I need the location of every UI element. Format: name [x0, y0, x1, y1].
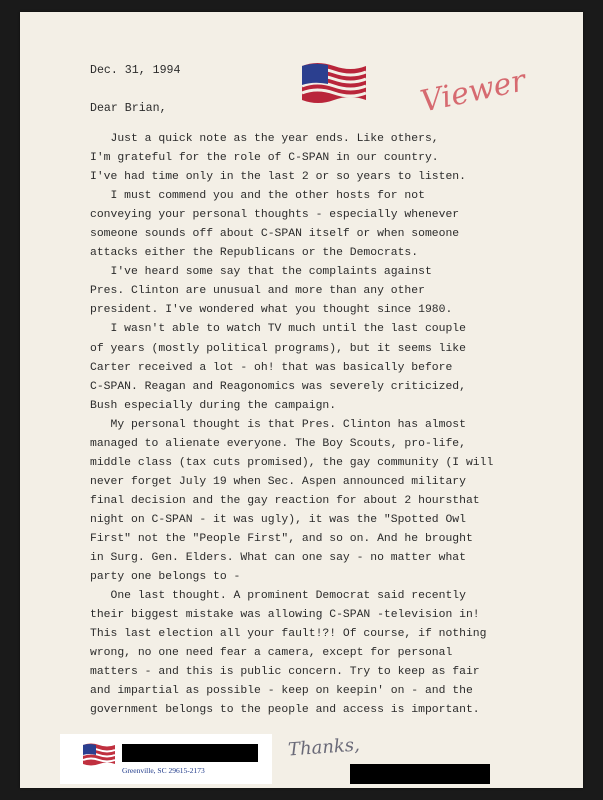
body-line: wrong, no one need fear a camera, except for personal	[90, 647, 453, 660]
body-line: C-SPAN. Reagan and Reagonomics was severely criticized,	[90, 380, 466, 393]
body-line: government belongs to the people and access is important.	[90, 704, 480, 717]
body-line: and impartial as possible - keep on keepin' on - and the	[90, 685, 473, 698]
body-line: This last election all your fault!?! Of course, if nothing	[90, 628, 487, 641]
body-line: in Surg. Gen. Elders. What can one say - no matter what	[90, 552, 466, 565]
greeting: Dear Brian,	[90, 102, 167, 115]
body-line: someone sounds off about C-SPAN itself or when someone	[90, 228, 460, 241]
body-line: I must commend you and the other hosts for not	[90, 190, 425, 203]
body-line: matters - and this is public concern. Try to keep as fair	[90, 666, 480, 679]
body-line: Pres. Clinton are unusual and more than any other	[90, 285, 425, 298]
body-line: I've had time only in the last 2 or so years to listen.	[90, 171, 466, 184]
signature: Thanks,	[287, 734, 361, 761]
body-line: I wasn't able to watch TV much until the last couple	[90, 323, 466, 336]
body-line: I'm grateful for the role of C-SPAN in our country.	[90, 152, 439, 165]
body-line: First" not the "People First", and so on. And he brought	[90, 532, 473, 545]
body-line: One last thought. A prominent Democrat said recently	[90, 590, 466, 603]
letter-page	[20, 12, 583, 788]
body-line: final decision and the gay reaction for about 2 hoursthat	[90, 494, 480, 507]
body-line: middle class (tax cuts promised), the gay community (I will	[90, 456, 494, 469]
body-line: of years (mostly political programs), but it seems like	[90, 342, 466, 355]
margin-note: Viewer	[417, 63, 529, 120]
body-line: president. I've wondered what you thought since 1980.	[90, 304, 453, 317]
body-line: conveying your personal thoughts - especially whenever	[90, 209, 460, 222]
redaction-bar	[350, 764, 490, 784]
return-address-label	[60, 734, 272, 784]
body-line: managed to alienate everyone. The Boy Scouts, pro-life,	[90, 437, 466, 450]
body-line: Carter received a lot - oh! that was basically before	[90, 361, 453, 374]
american-flag-icon	[300, 60, 368, 106]
body-line: their biggest mistake was allowing C-SPAN -television in!	[90, 609, 480, 622]
body-line: party one belongs to -	[90, 571, 241, 584]
body-line: night on C-SPAN - it was ugly), it was the "Spotted Owl	[90, 513, 466, 526]
american-flag-icon	[82, 742, 116, 768]
body-line: Bush especially during the campaign.	[90, 399, 337, 412]
body-line: never forget July 19 when Sec. Aspen announced military	[90, 475, 466, 488]
letter-date: Dec. 31, 1994	[90, 64, 181, 77]
letter-body	[90, 130, 570, 720]
body-line: I've heard some say that the complaints against	[90, 266, 432, 279]
body-line: My personal thought is that Pres. Clinton has almost	[90, 418, 466, 431]
return-address: Greenville, SC 29615-2173	[122, 766, 205, 775]
body-line: attacks either the Republicans or the Democrats.	[90, 247, 419, 260]
redaction-bar	[122, 744, 258, 762]
body-line: Just a quick note as the year ends. Like others,	[90, 133, 439, 145]
